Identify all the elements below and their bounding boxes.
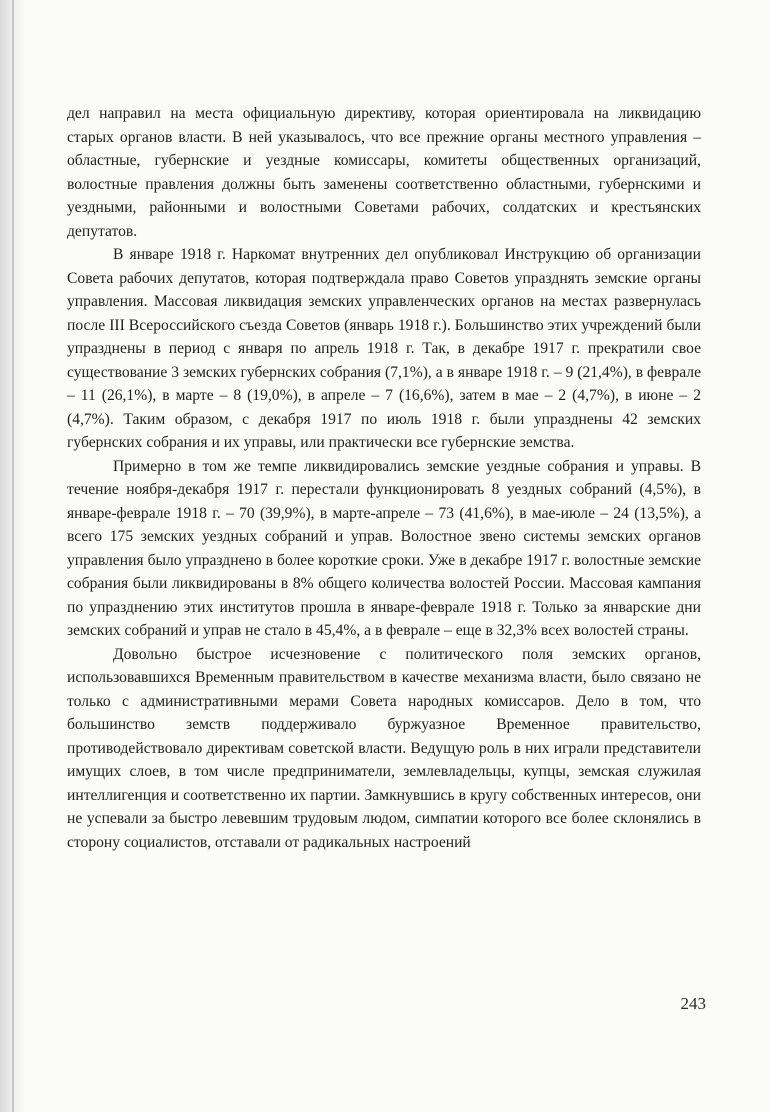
paragraph-1: дел направил на места официальную директиву, которая ориентировала на ликвидацию старых органов власти. В ней указывалось, что все прежние органы местного управления – областные, губернские и уездные комиссары, комитеты общественных организаций, волостные правления должны быть заменены соответственно областными, губернскими и уездными, районными и волостными Советами рабочих, солдатских и крестьянских депутатов.: [67, 105, 701, 240]
paragraph-4: Довольно быстрое исчезновение с политического поля земских органов, использовавшихся Временным правительством в качестве механизма власти, было связано не только с административными мерами Совета народных комиссаров. Дело в том, что большинство земств поддерживало буржуазное Временное правительство, противодействовало директивам советской власти. Ведущую роль в них играли представители имущих слоев, в том числе предприниматели, землевладельцы, купцы, земская служилая интеллигенция и соответственно их партии. Замкнувшись в кругу собственных интересов, они не успевали за быстро левевшим трудовым людом, симпатии которого все более склонялись в сторону социалистов, отставали от радикальных настроений: [67, 645, 701, 851]
paragraph-3: Примерно в том же темпе ликвидировались земские уездные собрания и управы. В течение ноября-декабря 1917 г. перестали функционировать 8 уездных собраний (4,5%), в январе-феврале 1918 г. – 70 (39,9%), в марте-апреле – 73 (41,6%), в мае-июле – 24 (13,5%), а всего 175 земских уездных собраний и управ. Волостное звено системы земских органов управления было упразднено в более короткие сроки. Уже в декабре 1917 г. волостные земские собрания были ликвидированы в 8% общего количества волостей России. Массовая кампания по упразднению этих институтов прошла в январе-феврале 1918 г. Только за январские дни земских собраний и управ не стало в 45,4%, а в феврале – еще в 32,3% всех волостей страны.: [67, 457, 701, 639]
page-number: 243: [680, 994, 706, 1013]
paragraph-2: В январе 1918 г. Наркомат внутренних дел опубликовал Инструкцию об организации Совета рабочих депутатов, которая подтверждала право Советов упразднять земские органы управления. Массовая ликвидация земских управленческих органов на местах развернулась после III Всероссийского съезда Советов (январь 1918 г.). Большинство этих учреждений были упразднены в период с января по апрель 1918 г. Так, в декабре 1917 г. прекратили свое существование 3 земских губернских собрания (7,1%), а в январе 1918 г. – 9 (21,4%), в феврале – 11 (26,1%), в марте – 8 (19,0%), в апреле – 7 (16,6%), затем в мае – 2 (4,7%), в июне – 2 (4,7%). Таким образом, с декабря 1917 по июль 1918 г. были упразднены 42 земских губернских собрания и их управы, или практически все губернские земства.: [67, 246, 701, 451]
body-text: [67, 102, 701, 854]
page-edge: [12, 0, 14, 1112]
